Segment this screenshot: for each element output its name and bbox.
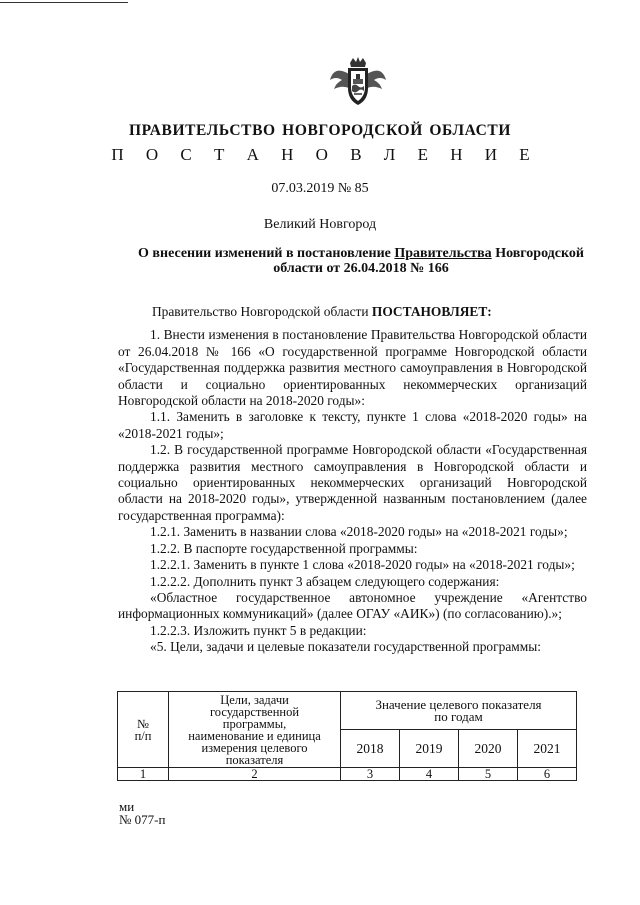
- paragraph-item: 1.2.2.3. Изложить пункт 5 в редакции:: [150, 622, 367, 638]
- date-and-number: 07.03.2019 № 85: [271, 181, 369, 196]
- paragraph-item: «5. Цели, задачи и целевые показатели государственной программы:: [150, 639, 541, 655]
- paragraph-item: 1.2.2. В паспорте государственной программы:: [150, 540, 418, 556]
- header-year: 2019: [400, 730, 459, 768]
- index-cell: 4: [400, 768, 459, 781]
- resolves-word: ПОСТАНОВЛЯЕТ:: [371, 304, 492, 319]
- paragraph-item: 1.2.2.1. Заменить в пункте 1 слова «2018-2020 годы» на «2018-2021 годы»;: [150, 557, 575, 573]
- subject-underlined-word: Правительства: [394, 246, 492, 261]
- index-cell: 1: [118, 768, 169, 781]
- index-cell: 3: [341, 768, 400, 781]
- footer-code: № 077-п: [119, 812, 166, 827]
- paragraph-item: 1.1. Заменить в заголовке к тексту, пункте 1 слова «2018-2020 годы» на «2018-2021 годы»;: [118, 409, 587, 441]
- header-goals: Цели, задачи государственной программы, наименование и единица измерения целевого показателя: [169, 692, 341, 768]
- footer-initials: ми: [119, 799, 135, 814]
- document-type: П О С Т А Н О В Л Е Н И Е: [111, 145, 539, 164]
- paragraph-item: 1.2.2.2. Дополнить пункт 3 абзацем следующего содержания:: [150, 573, 500, 589]
- header-year: 2021: [518, 730, 577, 768]
- header-year: 2018: [341, 730, 400, 768]
- index-cell: 5: [459, 768, 518, 781]
- document-subject: [126, 246, 596, 276]
- coat-of-arms-icon: [328, 55, 388, 107]
- targets-table: [117, 691, 577, 781]
- footer: [119, 800, 165, 826]
- index-cell: 2: [169, 768, 341, 781]
- top-margin-line: [0, 2, 128, 3]
- city: Великий Новгород: [263, 217, 377, 232]
- paragraph-item: 1.2.1. Заменить в названии слова «2018-2020 годы» на «2018-2021 годы»;: [150, 524, 568, 540]
- lead-paragraph: Правительство Новгородской области ПОСТАНОВЛЯЕТ:: [152, 304, 492, 319]
- government-title: ПРАВИТЕЛЬСТВО НОВГОРОДСКОЙ ОБЛАСТИ: [128, 122, 512, 139]
- paragraph-item: «Областное государственное автономное учреждение «Агентство информационных коммуникаций» (далее ОГАУ «АИК») (по согласованию).»;: [118, 589, 587, 622]
- document-body: [118, 304, 587, 656]
- header-values: Значение целевого показателя по годам: [341, 692, 577, 730]
- subject-line-2: области от 26.04.2018 № 166: [273, 261, 449, 276]
- header-num: № п/п: [118, 692, 169, 768]
- header-year: 2020: [459, 730, 518, 768]
- paragraph-item: 1. Внести изменения в постановление Правительства Новгородской области от 26.04.2018 № 166 «О государственной программе Новгородской области «Государственная поддержка развития местного самоуправления в Новгородской области и социально ориентированных некоммерческих организаций Новгородской области на 2018-2020 годы»:: [118, 327, 587, 409]
- index-cell: 6: [518, 768, 577, 781]
- paragraph-item: 1.2. В государственной программе Новгородской области «Государственная поддержка развития местного самоуправления в Новгородской области и социально ориентированных некоммерческих организаций Новгородской области на 2018-2020 годы», утвержденной названным постановлением (далее государственная программа):: [118, 442, 587, 523]
- subject-line-1: О внесении изменений в постановление Правительства Новгородской: [138, 246, 584, 261]
